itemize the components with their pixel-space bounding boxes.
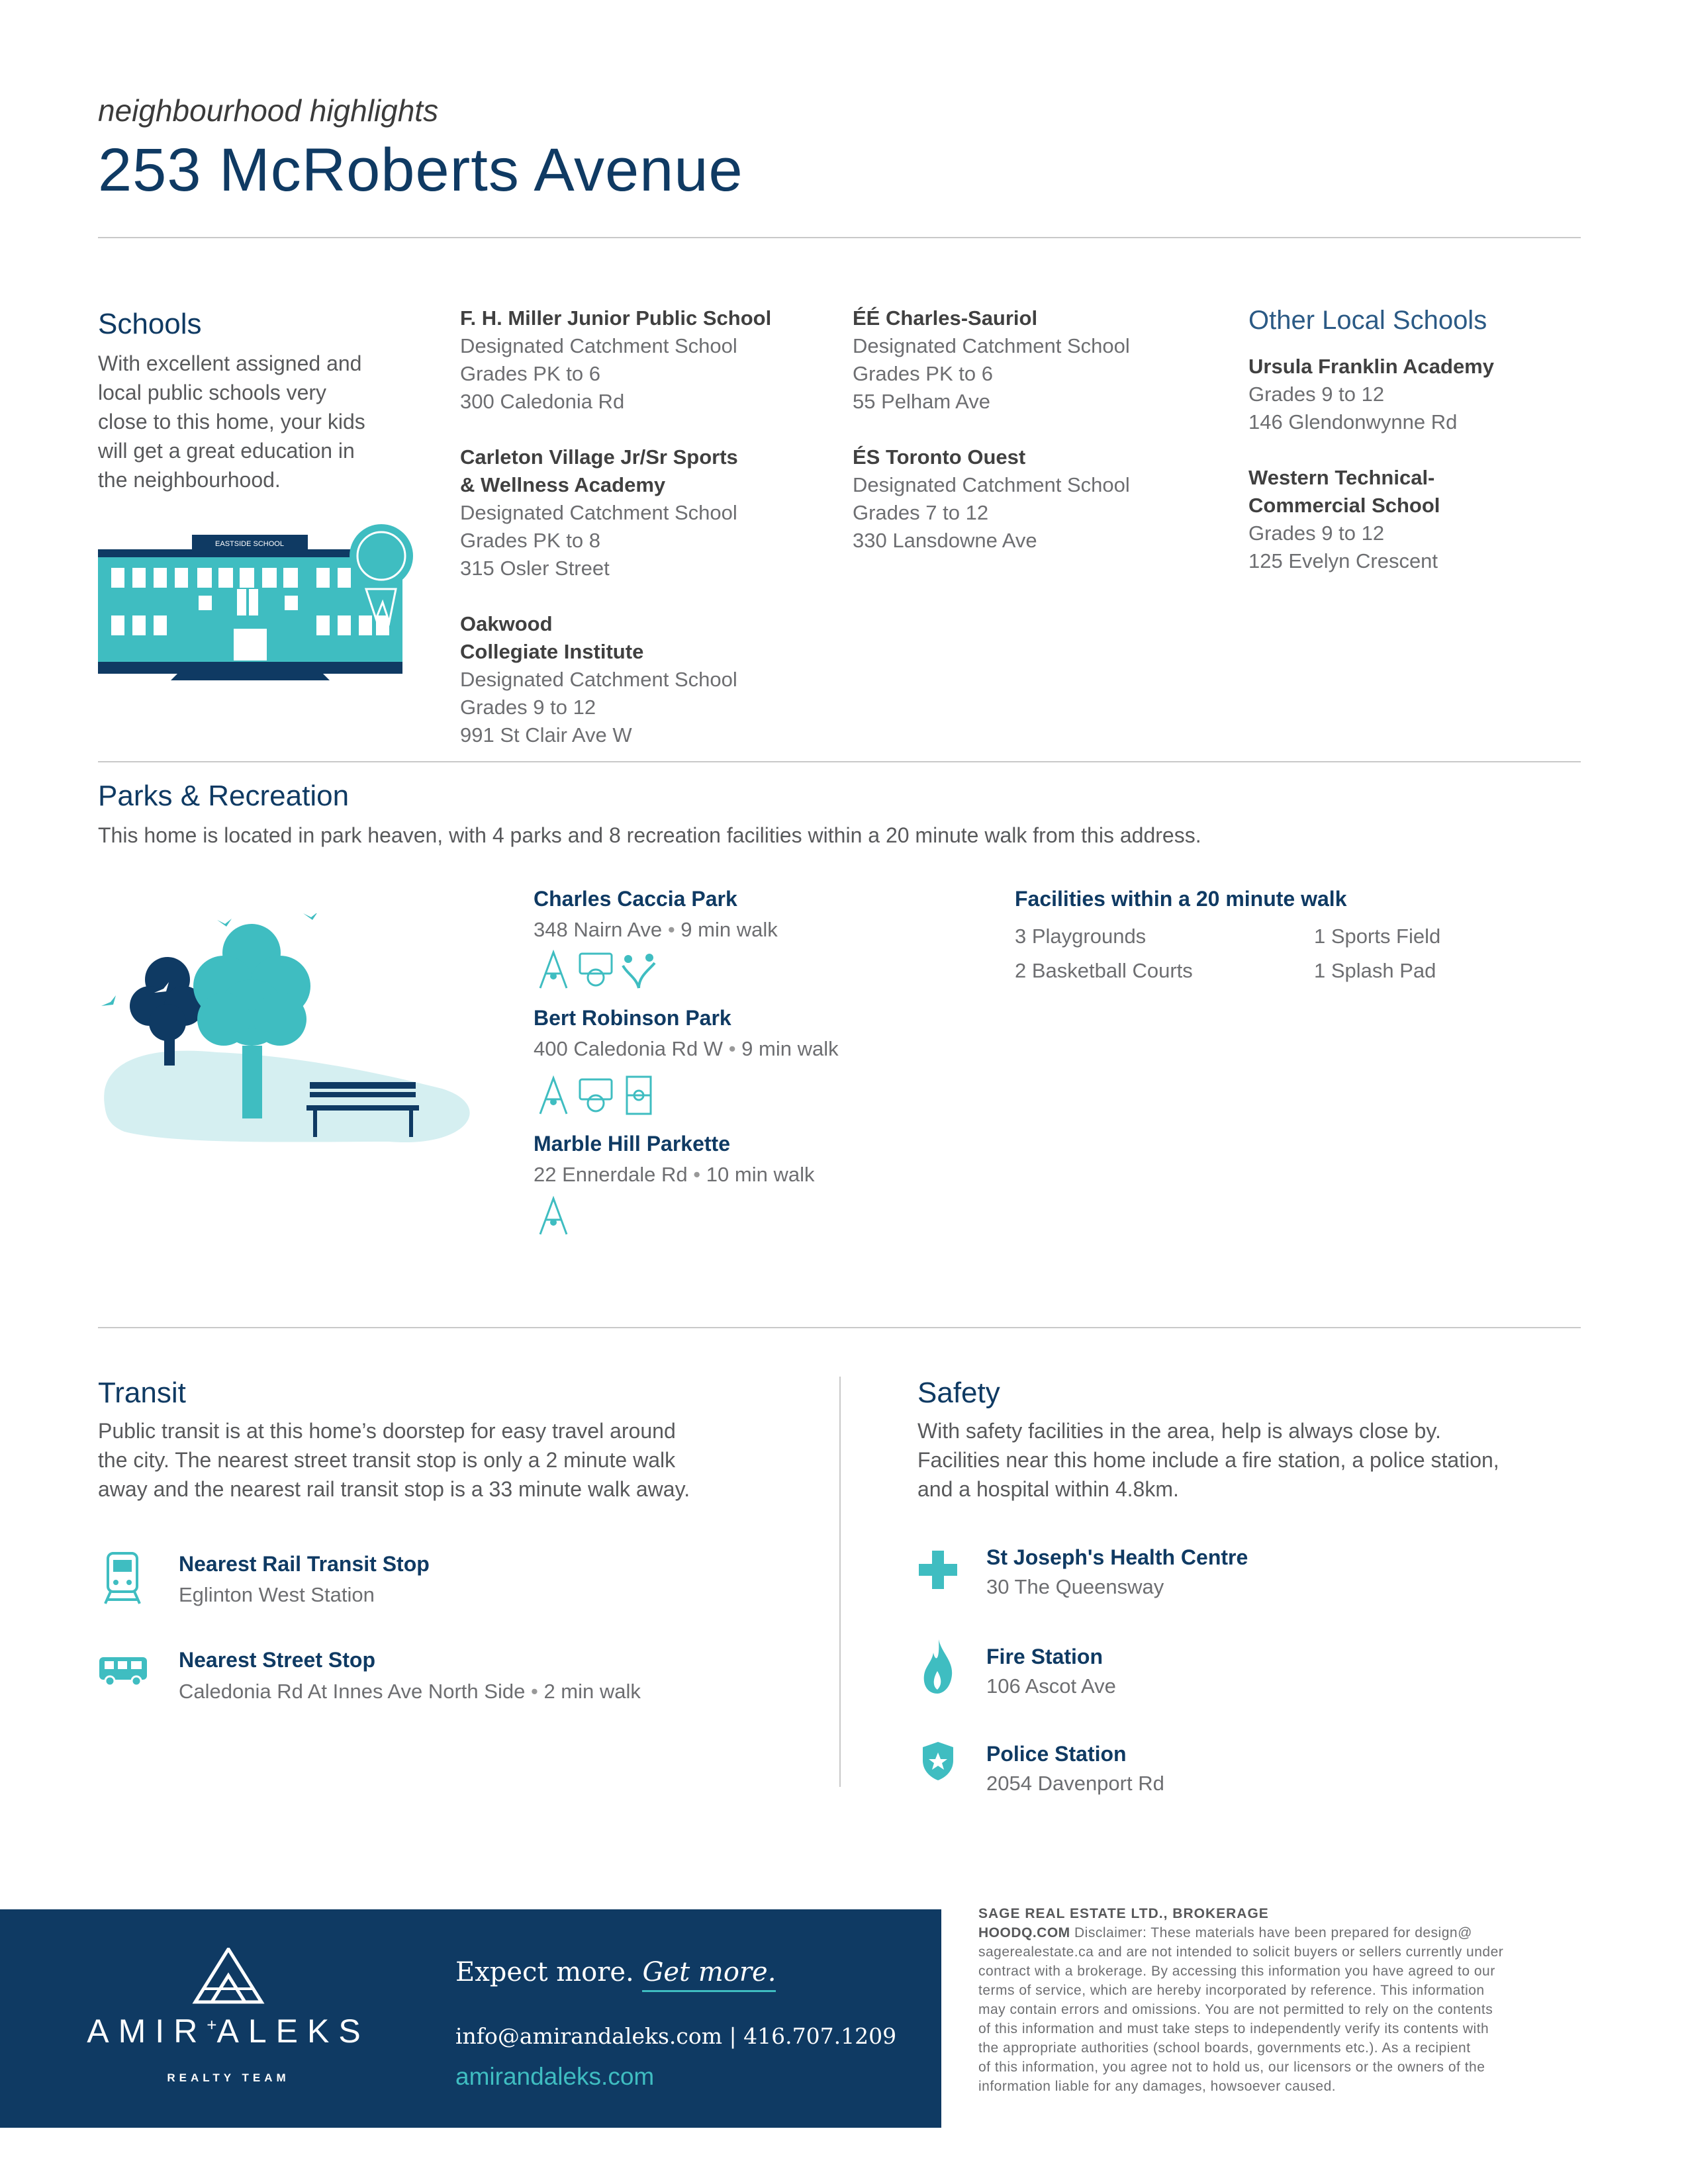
brand-logo-icon	[192, 1948, 265, 2004]
transit-heading: Transit	[98, 1377, 186, 1409]
schools-intro	[98, 349, 442, 494]
transit-intro-line: Public transit is at this home’s doorstep for easy travel around	[98, 1419, 676, 1443]
school-detail: Grades 9 to 12	[1248, 522, 1385, 545]
street-stop-walk: 2 min walk	[543, 1680, 641, 1703]
parks-intro: This home is located in park heaven, with 4 parks and 8 recreation facilities within a 20 minute walk from this address.	[98, 823, 1201, 847]
brand-name-plus: +	[207, 2015, 217, 2035]
park-walk-time: 10 min walk	[706, 1163, 815, 1186]
school-name: & Wellness Academy	[460, 473, 666, 496]
disclaimer-text	[978, 1923, 1601, 2096]
school-detail: Grades PK to 8	[460, 529, 600, 552]
school-name: Carleton Village Jr/Sr Sports	[460, 445, 738, 469]
tagline-part-b: Get more.	[642, 1957, 776, 1992]
school-entry	[460, 610, 837, 749]
school-column-1	[460, 304, 837, 749]
safety-item-name: St Joseph's Health Centre	[986, 1545, 1248, 1569]
street-stop-line: Caledonia Rd At Innes Ave North Side • 2 min walk	[179, 1680, 641, 1703]
park-address: 400 Caledonia Rd W	[534, 1037, 724, 1060]
page-subtitle: neighbourhood highlights	[98, 93, 439, 128]
school-entry	[853, 443, 1223, 555]
safety-intro-line: Facilities near this home include a fire station, a police station,	[917, 1448, 1499, 1472]
street-stop-label: Nearest Street Stop	[179, 1648, 375, 1672]
school-detail: Grades 9 to 12	[460, 696, 596, 719]
footer-website-link[interactable]: amirandaleks.com	[455, 2063, 655, 2090]
header-divider	[98, 237, 1581, 238]
other-schools-heading: Other Local Schools	[1248, 306, 1487, 335]
park-entry	[534, 1006, 984, 1132]
schools-intro-line: the neighbourhood.	[98, 468, 281, 492]
safety-intro	[917, 1416, 1579, 1504]
school-detail: 330 Lansdowne Ave	[853, 529, 1037, 552]
footer-contact[interactable]: info@amirandaleks.com | 416.707.1209	[455, 2023, 897, 2049]
school-detail: Grades PK to 6	[460, 362, 600, 385]
park-address: 22 Ennerdale Rd	[534, 1163, 688, 1186]
schools-intro-line: will get a great education in	[98, 439, 355, 463]
park-name: Marble Hill Parkette	[534, 1132, 730, 1156]
street-stop-value: Caledonia Rd At Innes Ave North Side	[179, 1680, 526, 1703]
disclaimer-line: the appropriate authorities (school boards, governments etc.). As a recipient	[978, 2040, 1471, 2056]
school-detail: 146 Glendonwynne Rd	[1248, 410, 1458, 433]
facilities-panel	[1015, 887, 1518, 983]
basketball-icon	[576, 1075, 616, 1115]
playground-icon	[534, 1075, 573, 1115]
school-detail: Designated Catchment School	[460, 501, 737, 524]
park-address-line: 348 Nairn Ave • 9 min walk	[534, 918, 778, 941]
school-name: F. H. Miller Junior Public School	[460, 306, 772, 330]
park-name: Bert Robinson Park	[534, 1006, 731, 1030]
page-title: 253 McRoberts Avenue	[98, 136, 743, 204]
disclaimer-line: sagerealestate.ca and are not intended to solicit buyers or sellers currently under	[978, 1944, 1504, 1960]
hospital-cross-icon	[919, 1551, 957, 1589]
brokerage-name: SAGE REAL ESTATE LTD., BROKERAGE	[978, 1906, 1269, 1921]
park-address-line: 22 Ennerdale Rd • 10 min walk	[534, 1163, 815, 1186]
sports-field-icon	[619, 1075, 659, 1115]
safety-item-address: 106 Ascot Ave	[986, 1674, 1116, 1698]
school-name: ÉÉ Charles-Sauriol	[853, 306, 1038, 330]
facilities-heading: Facilities within a 20 minute walk	[1015, 887, 1347, 911]
park-amenity-icons	[534, 1075, 984, 1115]
park-amenity-icons	[534, 1196, 984, 1236]
school-column-2	[853, 304, 1223, 555]
disclaimer-lead: HOODQ.COM	[978, 1925, 1070, 1940]
school-detail: 125 Evelyn Crescent	[1248, 549, 1438, 572]
rail-stop-label: Nearest Rail Transit Stop	[179, 1552, 430, 1576]
schools-intro-line: With excellent assigned and	[98, 351, 362, 375]
brand-name	[73, 2012, 384, 2050]
disclaimer-line: of this information and must take steps to independently verify its contents with	[978, 2021, 1489, 2036]
safety-intro-line: With safety facilities in the area, help is always close by.	[917, 1419, 1441, 1443]
park-name: Charles Caccia Park	[534, 887, 737, 911]
school-detail: 55 Pelham Ave	[853, 390, 990, 413]
safety-item-name: Fire Station	[986, 1645, 1103, 1668]
disclaimer-line-text: Disclaimer: These materials have been prepared for design@	[1074, 1925, 1472, 1940]
basketball-icon	[576, 950, 616, 989]
disclaimer-line: of this information, you agree not to hold us, our licensors or the owners of the	[978, 2060, 1485, 2075]
playground-icon	[534, 1196, 573, 1236]
park-address-line: 400 Caledonia Rd W • 9 min walk	[534, 1037, 839, 1060]
school-detail: Designated Catchment School	[460, 668, 737, 691]
safety-heading: Safety	[917, 1377, 1000, 1409]
school-name: Collegiate Institute	[460, 640, 644, 663]
safety-intro-line: and a hospital within 4.8km.	[917, 1477, 1179, 1501]
playground-icon	[534, 950, 573, 989]
school-entry	[1248, 464, 1579, 575]
park-address: 348 Nairn Ave	[534, 918, 663, 941]
schools-intro-line: local public schools very	[98, 381, 327, 404]
schools-heading: Schools	[98, 308, 202, 340]
police-shield-icon	[921, 1741, 955, 1782]
school-entry	[460, 304, 837, 416]
school-detail: Grades 9 to 12	[1248, 383, 1385, 406]
transit-intro	[98, 1416, 826, 1504]
park-entry	[534, 887, 984, 1006]
facility-item: 1 Sports Field	[1314, 925, 1441, 948]
train-icon	[103, 1552, 142, 1605]
facility-item: 3 Playgrounds	[1015, 925, 1147, 948]
parks-heading: Parks & Recreation	[98, 780, 350, 812]
transit-safety-divider	[839, 1377, 841, 1787]
tagline-part-a: Expect more.	[455, 1957, 634, 1987]
facility-item: 1 Splash Pad	[1314, 959, 1436, 982]
park-amenity-icons	[534, 950, 984, 989]
disclaimer-line: terms of service, which are hereby incorporated by reference. This information	[978, 1983, 1485, 1998]
park-list	[534, 887, 984, 1236]
school-name: Oakwood	[460, 612, 553, 635]
school-name: ÉS Toronto Ouest	[853, 445, 1026, 469]
school-detail: 315 Osler Street	[460, 557, 610, 580]
rail-stop-value: Eglinton West Station	[179, 1583, 375, 1606]
disclaimer-line: contract with a brokerage. By accessing this information you have agreed to our	[978, 1964, 1495, 1979]
footer-banner	[0, 1909, 941, 2128]
splash-pad-icon	[619, 950, 659, 989]
transit-intro-line: away and the nearest rail transit stop is a 33 minute walk away.	[98, 1477, 690, 1501]
safety-item-name: Police Station	[986, 1742, 1127, 1766]
other-schools-column	[1248, 306, 1579, 575]
brand-name-right: ALEKS	[216, 2013, 370, 2050]
school-entry	[460, 443, 837, 582]
brand-name-left: AMIR	[87, 2013, 207, 2050]
school-detail: Designated Catchment School	[853, 334, 1130, 357]
schools-divider	[98, 761, 1581, 762]
facilities-grid	[1015, 925, 1518, 983]
school-detail: Designated Catchment School	[853, 473, 1130, 496]
school-entry	[853, 304, 1223, 416]
park-illustration	[98, 913, 482, 1152]
school-name: Western Technical-	[1248, 466, 1435, 489]
school-sign-text: EASTSIDE SCHOOL	[215, 540, 284, 548]
park-walk-time: 9 min walk	[680, 918, 778, 941]
disclaimer-line	[978, 1923, 1601, 1942]
footer-tagline	[455, 1957, 776, 1987]
park-walk-time: 9 min walk	[741, 1037, 839, 1060]
school-building-illustration	[98, 523, 416, 685]
safety-item-address: 30 The Queensway	[986, 1575, 1164, 1598]
park-entry	[534, 1132, 984, 1236]
disclaimer-line: may contain errors and omissions. You are not permitted to rely on the contents	[978, 2002, 1493, 2017]
school-detail: Designated Catchment School	[460, 334, 737, 357]
disclaimer-line: information liable for any damages, howsoever caused.	[978, 2079, 1336, 2094]
disclaimer-block	[978, 1906, 1601, 2096]
school-detail: Grades PK to 6	[853, 362, 993, 385]
school-name: Commercial School	[1248, 494, 1440, 517]
facility-item: 2 Basketball Courts	[1015, 959, 1193, 982]
school-detail: 991 St Clair Ave W	[460, 723, 632, 747]
school-entry	[1248, 353, 1579, 436]
school-detail: 300 Caledonia Rd	[460, 390, 625, 413]
brand-subtitle: REALTY TEAM	[167, 2071, 290, 2084]
transit-intro-line: the city. The nearest street transit stop is only a 2 minute walk	[98, 1448, 676, 1472]
parks-divider	[98, 1327, 1581, 1328]
fire-icon	[921, 1638, 955, 1695]
bus-icon	[98, 1655, 148, 1688]
school-name: Ursula Franklin Academy	[1248, 355, 1494, 378]
safety-item-address: 2054 Davenport Rd	[986, 1772, 1164, 1795]
schools-intro-line: close to this home, your kids	[98, 410, 365, 433]
school-detail: Grades 7 to 12	[853, 501, 989, 524]
